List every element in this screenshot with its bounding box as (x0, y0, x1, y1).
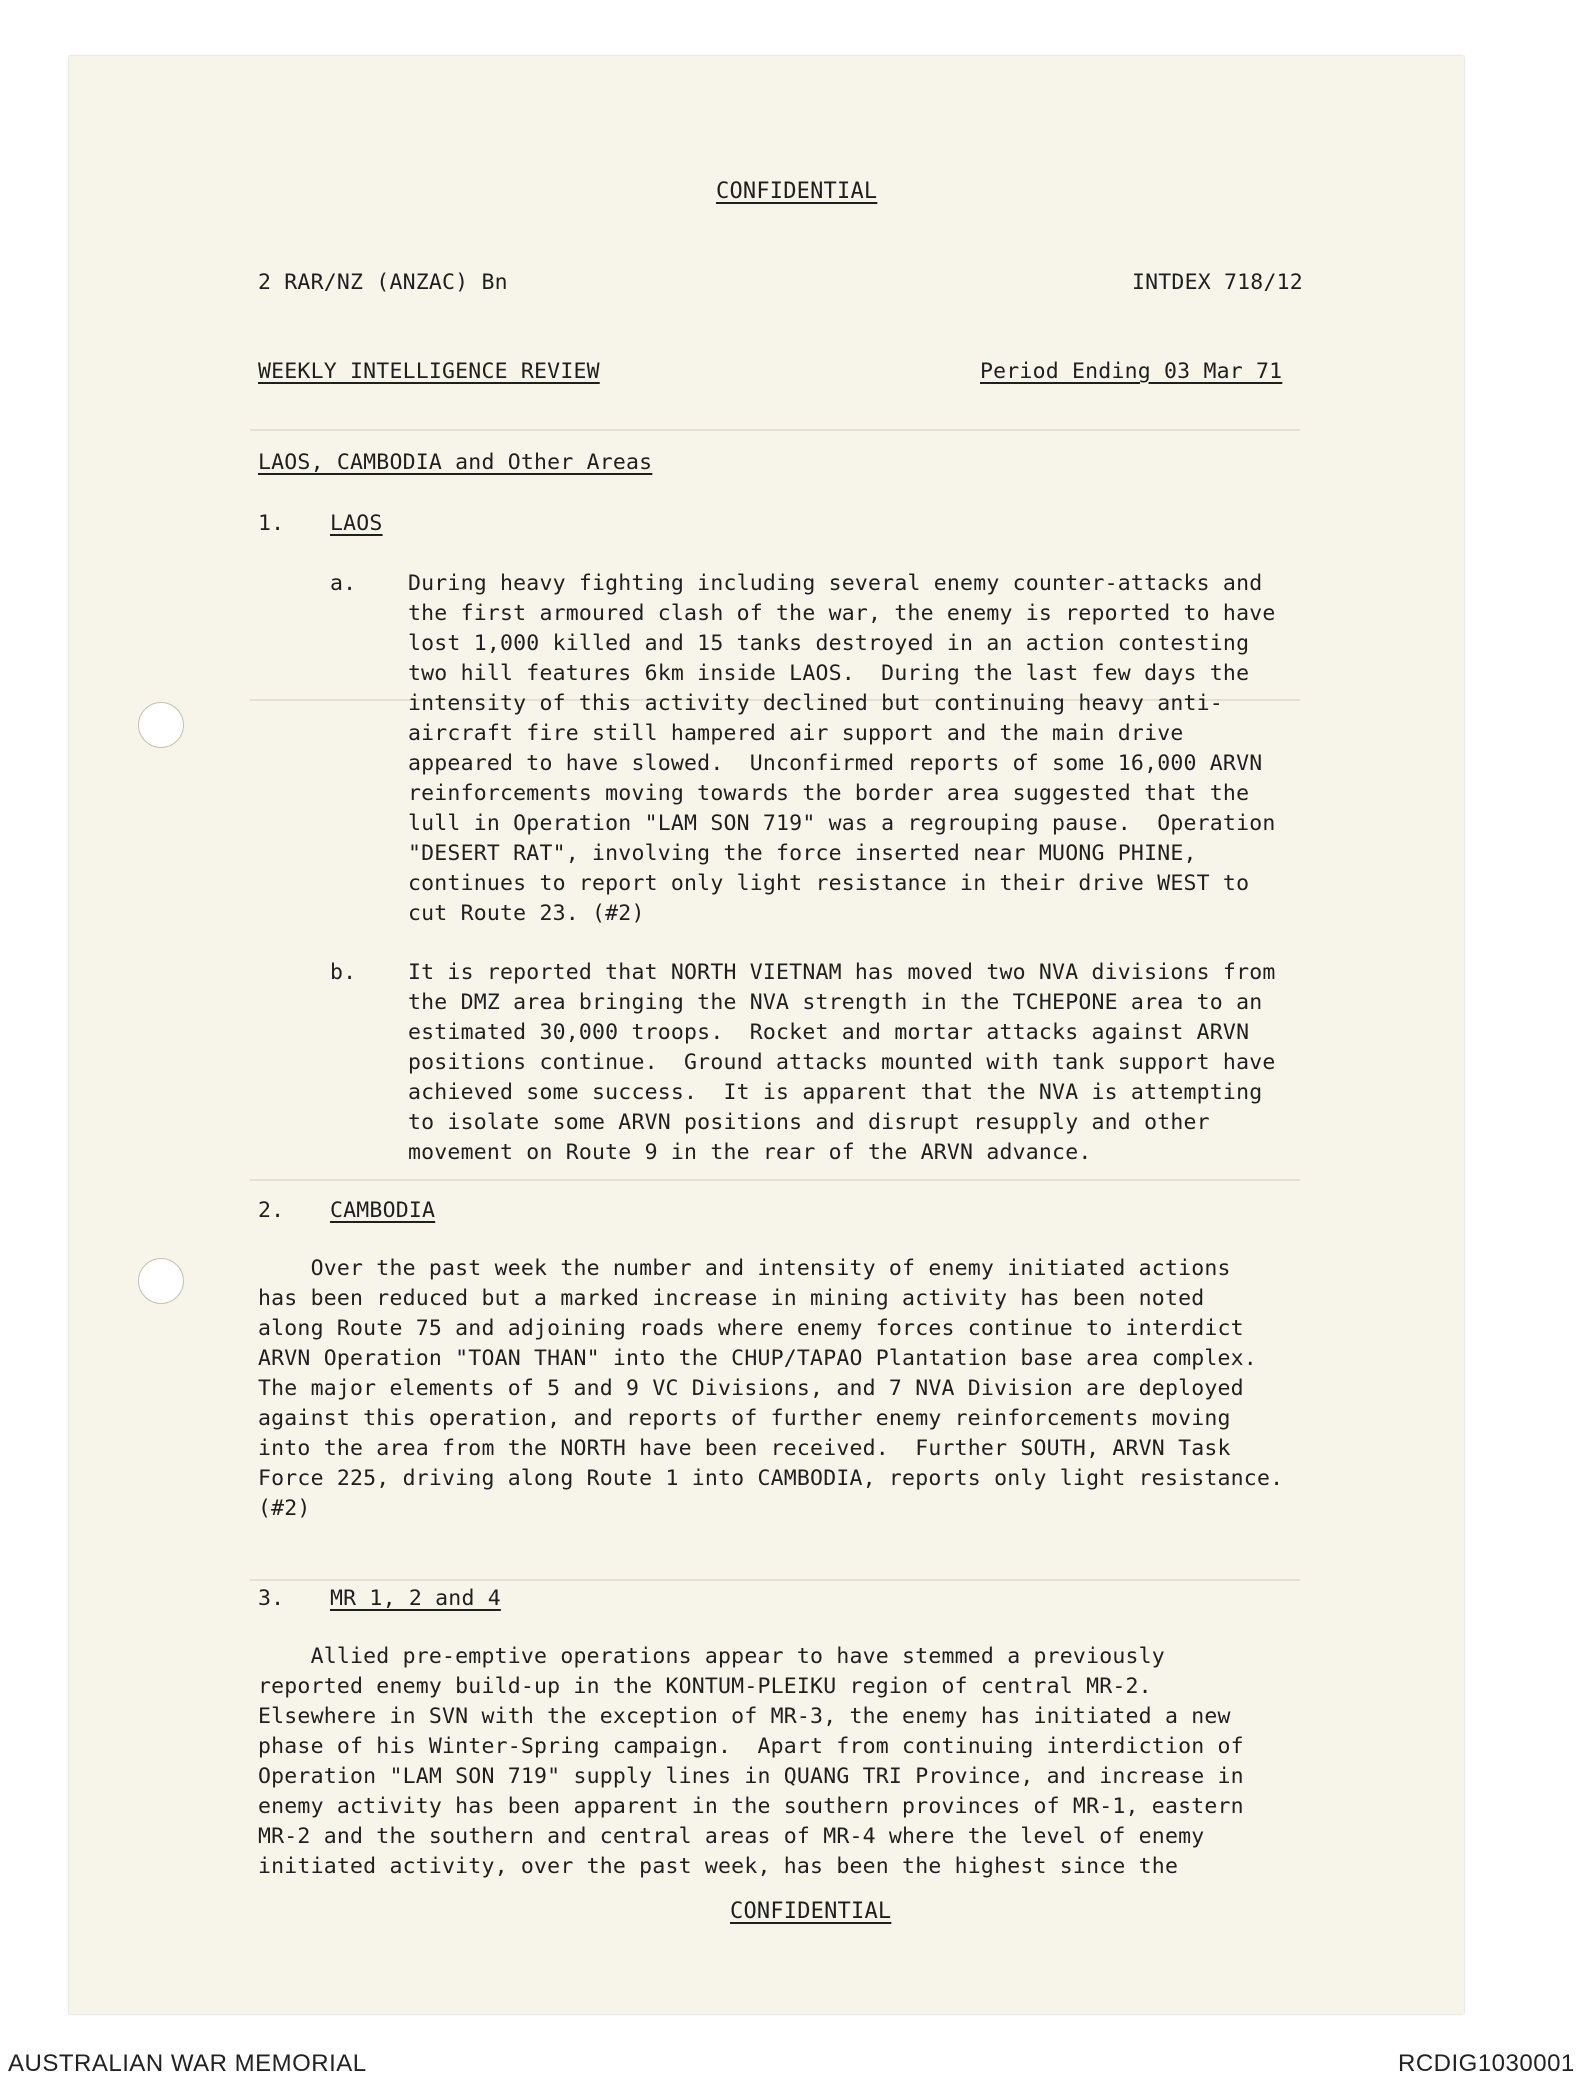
laos-a-label: a. (330, 571, 357, 596)
mr-line: phase of his Winter-Spring campaign. Apart from continuing interdiction of (258, 1734, 1244, 1759)
period-ending: Period Ending 03 Mar 71 (980, 359, 1283, 384)
reference-number: INTDEX 718/12 (1132, 270, 1303, 295)
laos-a-line: reinforcements moving towards the border area suggested that the (408, 781, 1250, 806)
laos-a-line: During heavy fighting including several enemy counter-attacks and (408, 571, 1263, 596)
cambodia-line: has been reduced but a marked increase in mining activity has been noted (258, 1286, 1205, 1311)
laos-a-line: the first armoured clash of the war, the enemy is reported to have (408, 601, 1276, 626)
unit-designation: 2 RAR/NZ (ANZAC) Bn (258, 270, 508, 295)
laos-a-line: aircraft fire still hampered air support and the main drive (408, 721, 1184, 746)
laos-a-line: appeared to have slowed. Unconfirmed reports of some 16,000 ARVN (408, 751, 1263, 776)
mr-line: MR-2 and the southern and central areas of MR-4 where the level of enemy (258, 1824, 1205, 1849)
mr-line: initiated activity, over the past week, has been the highest since the (258, 1854, 1179, 1879)
footer-archive-name: AUSTRALIAN WAR MEMORIAL (8, 2050, 367, 2077)
laos-b-line: the DMZ area bringing the NVA strength in the TCHEPONE area to an (408, 990, 1263, 1015)
mr-line: enemy activity has been apparent in the southern provinces of MR-1, eastern (258, 1794, 1244, 1819)
mr-title: MR 1, 2 and 4 (330, 1586, 501, 1611)
laos-a-line: "DESERT RAT", involving the force inserted near MUONG PHINE, (408, 841, 1197, 866)
laos-number: 1. (258, 511, 285, 536)
mr-number: 3. (258, 1586, 285, 1611)
laos-title: LAOS (330, 511, 383, 536)
laos-a-line: continues to report only light resistance in their drive WEST to (408, 871, 1250, 896)
cambodia-line: Force 225, driving along Route 1 into CAMBODIA, reports only light resistance. (258, 1466, 1284, 1491)
laos-b-line: positions continue. Ground attacks mounted with tank support have (408, 1050, 1276, 1075)
punch-hole-bottom (138, 1258, 184, 1304)
laos-b-line: to isolate some ARVN positions and disrupt resupply and other (408, 1110, 1210, 1135)
cambodia-line: into the area from the NORTH have been received. Further SOUTH, ARVN Task (258, 1436, 1231, 1461)
cambodia-line: Over the past week the number and intensity of enemy initiated actions (258, 1256, 1231, 1281)
footer-record-id: RCDIG1030001 (1398, 2050, 1575, 2077)
cambodia-line: ARVN Operation "TOAN THAN" into the CHUP/TAPAO Plantation base area complex. (258, 1346, 1257, 1371)
mr-line: Allied pre-emptive operations appear to have stemmed a previously (258, 1644, 1165, 1669)
laos-b-label: b. (330, 960, 357, 985)
classification-top: CONFIDENTIAL (716, 179, 878, 204)
cambodia-number: 2. (258, 1198, 285, 1223)
laos-b-line: achieved some success. It is apparent that the NVA is attempting (408, 1080, 1263, 1105)
mr-line: Elsewhere in SVN with the exception of MR-3, the enemy has initiated a new (258, 1704, 1231, 1729)
cambodia-line: The major elements of 5 and 9 VC Divisions, and 7 NVA Division are deployed (258, 1376, 1244, 1401)
cambodia-line: against this operation, and reports of further enemy reinforcements moving (258, 1406, 1231, 1431)
laos-b-line: movement on Route 9 in the rear of the ARVN advance. (408, 1140, 1092, 1165)
laos-a-line: cut Route 23. (#2) (408, 901, 645, 926)
laos-b-line: estimated 30,000 troops. Rocket and mortar attacks against ARVN (408, 1020, 1250, 1045)
laos-b-line: It is reported that NORTH VIETNAM has moved two NVA divisions from (408, 960, 1276, 985)
classification-bottom: CONFIDENTIAL (730, 1899, 892, 1924)
section-heading: LAOS, CAMBODIA and Other Areas (258, 450, 653, 475)
cambodia-line: (#2) (258, 1496, 311, 1521)
laos-a-line: two hill features 6km inside LAOS. During the last few days the (408, 661, 1250, 686)
mr-line: reported enemy build-up in the KONTUM-PLEIKU region of central MR-2. (258, 1674, 1152, 1699)
cambodia-line: along Route 75 and adjoining roads where enemy forces continue to interdict (258, 1316, 1244, 1341)
laos-a-line: lull in Operation "LAM SON 719" was a regrouping pause. Operation (408, 811, 1276, 836)
laos-a-line: intensity of this activity declined but continuing heavy anti- (408, 691, 1223, 716)
laos-a-line: lost 1,000 killed and 15 tanks destroyed in an action contesting (408, 631, 1250, 656)
punch-hole-top (138, 702, 184, 748)
cambodia-title: CAMBODIA (330, 1198, 436, 1223)
mr-line: Operation "LAM SON 719" supply lines in QUANG TRI Province, and increase in (258, 1764, 1244, 1789)
review-title: WEEKLY INTELLIGENCE REVIEW (258, 359, 600, 384)
